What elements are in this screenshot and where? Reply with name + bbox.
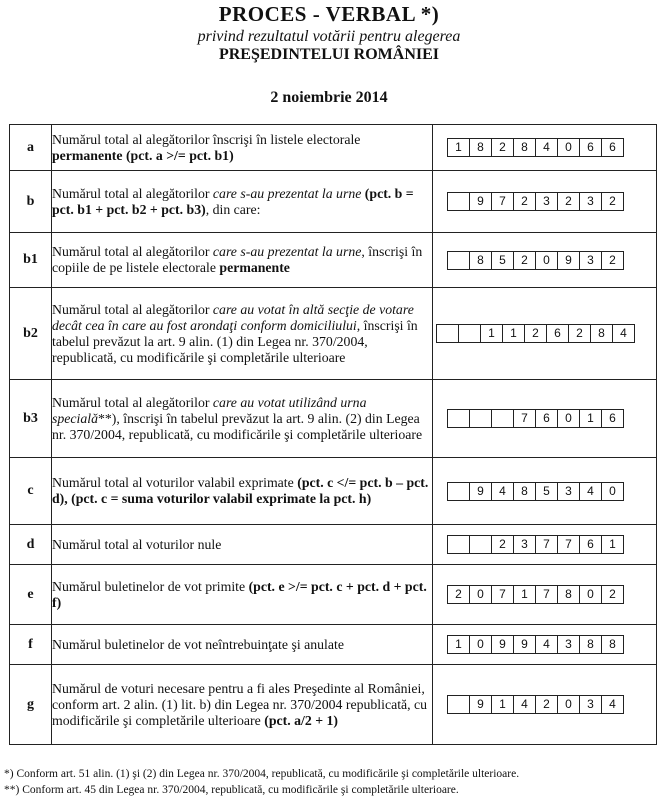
- row-value: [433, 380, 657, 458]
- digit-box: 7: [513, 409, 535, 428]
- digit-box: 3: [579, 192, 601, 211]
- results-table: [9, 124, 657, 745]
- digit-box: 6: [546, 324, 568, 343]
- table-row: [10, 125, 657, 171]
- description-segment: Numărul buletinelor de vot neîntrebuinţate şi anulate: [52, 636, 344, 652]
- description-segment: **), înscrişi în tabelul prevăzut la art. 9 alin. (2) din Legea nr. 370/2004, republicată, cu modificările şi completările ulterioare: [52, 410, 423, 442]
- digit-box: 9: [469, 482, 491, 501]
- row-description: [52, 171, 433, 233]
- digit-box: 9: [491, 635, 513, 654]
- row-value: [433, 525, 657, 565]
- digit-box: 9: [513, 635, 535, 654]
- row-value: [433, 233, 657, 288]
- description-segment: Numărul total al alegătorilor: [52, 301, 213, 317]
- table-row: [10, 380, 657, 458]
- row-description: [52, 625, 433, 665]
- digit-box: 3: [579, 251, 601, 270]
- description-segment: Numărul de voturi necesare pentru a fi ales Preşedinte al României, conform art. 2 alin. (1) lit. b) din Legea nr. 370/2004 republicată, cu modificările şi completările ulterioare: [52, 680, 428, 728]
- description-segment: Numărul total al alegătorilor: [52, 185, 213, 201]
- table-row: [10, 625, 657, 665]
- digit-box: 1: [601, 535, 624, 554]
- digit-box: 3: [513, 535, 535, 554]
- digit-box: 6: [579, 535, 601, 554]
- digit-box: 2: [447, 585, 469, 604]
- digit-box: 0: [557, 695, 579, 714]
- row-code: b: [10, 171, 52, 233]
- digit-box: 8: [469, 251, 491, 270]
- description-segment: Numărul total al alegătorilor înscrişi în listele electorale: [52, 131, 361, 147]
- description-segment: , din care:: [205, 201, 261, 217]
- digit-box: 2: [491, 535, 513, 554]
- digit-box: [447, 251, 469, 270]
- description-segment: Numărul total al alegătorilor: [52, 394, 213, 410]
- table-row: [10, 525, 657, 565]
- digit-box: 8: [469, 138, 491, 157]
- row-value: [433, 458, 657, 525]
- digit-box: 7: [491, 192, 513, 211]
- digit-box: 2: [535, 695, 557, 714]
- description-segment: (pct. b = pct. b1 + pct. b2 + pct. b3): [52, 185, 414, 217]
- digit-box: 1: [491, 695, 513, 714]
- description-segment: care s-au prezentat la urne: [212, 244, 362, 259]
- row-value: [433, 171, 657, 233]
- table-row: [10, 565, 657, 625]
- footnote-1: *) Conform art. 51 alin. (1) şi (2) din Legea nr. 370/2004, republicată, cu modificările şi completările ulterioare.: [4, 768, 520, 780]
- digit-box: 9: [469, 192, 491, 211]
- table-row: [10, 665, 657, 745]
- digit-box: 1: [579, 409, 601, 428]
- digit-box: 4: [491, 482, 513, 501]
- row-code: d: [10, 525, 52, 565]
- digit-box: 7: [535, 585, 557, 604]
- digit-box: 9: [469, 695, 491, 714]
- description-segment: (pct. e >/= pct. c + pct. d + pct. f): [52, 578, 427, 610]
- digit-boxes: [415, 324, 656, 343]
- row-description: [52, 458, 433, 525]
- table-row: [10, 233, 657, 288]
- digit-box: [436, 324, 458, 343]
- digit-box: 0: [469, 585, 491, 604]
- digit-box: 2: [568, 324, 590, 343]
- digit-box: [469, 409, 491, 428]
- row-value: [433, 665, 657, 745]
- digit-boxes: [415, 482, 656, 501]
- digit-box: 4: [535, 138, 557, 157]
- digit-box: 2: [524, 324, 546, 343]
- table-row: [10, 458, 657, 525]
- digit-box: [491, 409, 513, 428]
- digit-box: [447, 482, 469, 501]
- digit-box: 8: [590, 324, 612, 343]
- description-segment: Numărul total al alegătorilor: [52, 244, 213, 259]
- description-segment: care au votat în altă secţie de votare decât cea în care au fost arondaţi conform domiciliului: [52, 301, 414, 333]
- digit-box: 4: [579, 482, 601, 501]
- digit-box: 2: [601, 192, 624, 211]
- description-segment: (pct. c </= pct. b – pct. d), (pct. c = suma voturilor valabil exprimate la pct. h): [52, 475, 429, 506]
- table-row: [10, 288, 657, 380]
- row-description: [52, 380, 433, 458]
- row-value: [433, 565, 657, 625]
- digit-box: 3: [535, 192, 557, 211]
- digit-boxes: [415, 409, 656, 428]
- digit-boxes: [415, 535, 656, 554]
- digit-box: [447, 695, 469, 714]
- digit-box: 7: [535, 535, 557, 554]
- description-segment: Numărul buletinelor de vot primite: [52, 578, 249, 594]
- digit-box: 2: [601, 585, 624, 604]
- digit-box: 6: [579, 138, 601, 157]
- footnote-2: **) Conform art. 45 din Legea nr. 370/2004, republicată, cu modificările şi completările ulterioare.: [4, 784, 459, 796]
- description-segment: permanente: [219, 260, 290, 275]
- digit-box: 1: [502, 324, 524, 343]
- digit-box: 2: [557, 192, 579, 211]
- digit-box: 1: [447, 635, 469, 654]
- description-segment: , înscrişi în copiile de pe listele electorale: [52, 244, 423, 275]
- digit-box: 8: [557, 585, 579, 604]
- row-value: [433, 625, 657, 665]
- description-segment: care au votat utilizând urna specială: [52, 394, 367, 426]
- digit-box: 2: [513, 192, 535, 211]
- digit-box: 9: [557, 251, 579, 270]
- document-subtitle-bold: PREŞEDINTELUI ROMÂNIEI: [218, 46, 440, 63]
- description-segment: (pct. a/2 + 1): [264, 712, 339, 728]
- row-value: [433, 288, 657, 380]
- document-date: 2 noiembrie 2014: [270, 89, 388, 106]
- row-description: [52, 665, 433, 745]
- digit-box: 5: [535, 482, 557, 501]
- digit-box: 2: [513, 251, 535, 270]
- digit-box: 6: [601, 138, 624, 157]
- digit-boxes: [415, 695, 656, 714]
- digit-box: 0: [557, 409, 579, 428]
- description-segment: permanente: [52, 147, 123, 163]
- description-segment: (pct. a >/= pct. b1): [122, 147, 234, 163]
- digit-box: 1: [513, 585, 535, 604]
- digit-box: [447, 192, 469, 211]
- digit-box: 2: [491, 138, 513, 157]
- row-code: c: [10, 458, 52, 525]
- digit-boxes: [415, 635, 656, 654]
- digit-box: 3: [557, 482, 579, 501]
- digit-box: 4: [601, 695, 624, 714]
- document-title: PROCES - VERBAL *): [218, 2, 440, 26]
- digit-box: 2: [601, 251, 624, 270]
- digit-box: 4: [513, 695, 535, 714]
- digit-box: 8: [579, 635, 601, 654]
- row-code: a: [10, 125, 52, 171]
- row-code: f: [10, 625, 52, 665]
- description-segment: care s-au prezentat la urne: [212, 185, 362, 201]
- description-segment: Numărul total al voturilor valabil exprimate: [52, 475, 298, 490]
- digit-box: 3: [557, 635, 579, 654]
- row-code: b2: [10, 288, 52, 380]
- row-description: [52, 288, 433, 380]
- digit-box: 1: [447, 138, 469, 157]
- digit-box: 4: [612, 324, 635, 343]
- row-description: [52, 233, 433, 288]
- row-description: [52, 565, 433, 625]
- description-segment: Numărul total al voturilor nule: [52, 536, 222, 552]
- digit-boxes: [415, 138, 656, 157]
- digit-boxes: [415, 192, 656, 211]
- row-value: [433, 125, 657, 171]
- row-description: [52, 525, 433, 565]
- row-description: [52, 125, 433, 171]
- digit-boxes: [415, 251, 656, 270]
- digit-box: 0: [469, 635, 491, 654]
- digit-box: [458, 324, 480, 343]
- digit-box: 7: [491, 585, 513, 604]
- digit-box: 0: [579, 585, 601, 604]
- digit-box: 7: [557, 535, 579, 554]
- digit-box: 6: [535, 409, 557, 428]
- digit-box: 6: [601, 409, 624, 428]
- row-code: e: [10, 565, 52, 625]
- description-segment: , înscrişi în tabelul prevăzut la art. 9 alin. (1) din Legea nr. 370/2004, republicată, cu modificările şi completările ulterioare: [52, 317, 418, 365]
- digit-box: [447, 535, 469, 554]
- row-code: b3: [10, 380, 52, 458]
- digit-box: 8: [513, 138, 535, 157]
- digit-box: [447, 409, 469, 428]
- digit-box: 8: [601, 635, 624, 654]
- digit-box: 1: [480, 324, 502, 343]
- digit-box: 0: [535, 251, 557, 270]
- document-subtitle: privind rezultatul votării pentru alegerea: [197, 28, 461, 45]
- digit-box: 8: [513, 482, 535, 501]
- row-code: b1: [10, 233, 52, 288]
- digit-boxes: [415, 585, 656, 604]
- table-row: [10, 171, 657, 233]
- row-code: g: [10, 665, 52, 745]
- digit-box: 5: [491, 251, 513, 270]
- digit-box: 0: [557, 138, 579, 157]
- digit-box: [469, 535, 491, 554]
- digit-box: 0: [601, 482, 624, 501]
- digit-box: 4: [535, 635, 557, 654]
- digit-box: 3: [579, 695, 601, 714]
